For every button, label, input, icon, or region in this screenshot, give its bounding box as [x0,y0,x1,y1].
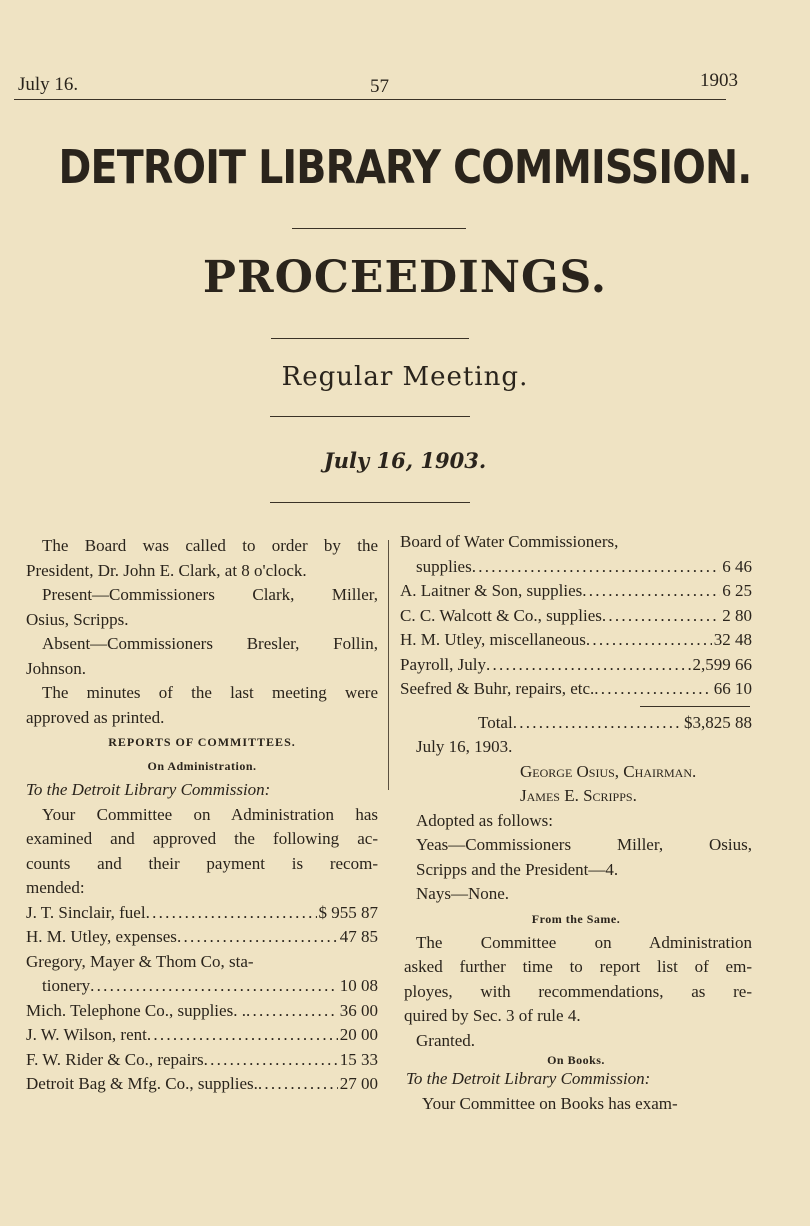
reports-heading: REPORTS OF COMMITTEES. [108,735,296,749]
text-line: approved as printed. [26,707,165,727]
page-title: DETROIT LIBRARY COMMISSION. [58,140,752,194]
text-line: Osius, Scripps. [26,609,129,629]
account-amount: 2 80 [722,605,752,625]
leader-dots [472,555,721,580]
salutation: To the Detroit Library Commission: [406,1069,651,1088]
column-divider [388,540,389,790]
report-date: July 16, 1903. [416,737,513,756]
account-amount: 32 48 [713,630,752,649]
leader-dots [258,1072,338,1097]
account-label: J. T. Sinclair, fuel [26,902,146,922]
account-amount: 36 00 [339,1000,378,1020]
signature-member: James E. Scripps. [520,786,637,805]
account-row [400,628,752,653]
right-column [400,530,752,1116]
account-label: Seefred & Buhr, repairs, etc. [400,679,595,698]
leader-dots [582,579,720,604]
account-amount: 2,599 66 [692,654,752,674]
text-line: Adopted as follows: [416,810,553,830]
leader-dots [486,653,691,678]
text-line: counts and their payment is recom- [26,853,378,873]
account-label: A. Laitner & Son, supplies [400,581,583,600]
meeting-rule [270,416,470,417]
text-line: asked further time to report list of em- [404,957,752,976]
account-amount [254,950,256,975]
date-rule [270,502,470,503]
total-row [400,711,752,736]
leader-dots [594,677,711,702]
leader-dots [586,628,712,653]
text-line: Board of Water Commissioners, [400,532,619,551]
account-label: F. W. Rider & Co., repairs [26,1049,204,1069]
text-line: quired by Sec. 3 of rule 4. [404,1006,581,1025]
text-line: Nays—None. [416,884,510,903]
account-row [400,555,752,580]
same-heading: From the Same. [531,911,621,926]
account-row [26,925,378,950]
title-rule [292,228,466,229]
leader-dots [513,711,682,736]
account-row [26,901,378,926]
account-label: Mich. Telephone Co., supplies. . [26,1000,246,1020]
account-amount: 10 08 [339,976,378,995]
leader-dots [146,901,317,926]
total-label: Total [478,712,513,732]
text-line: ployes, with recommendations, as re- [404,981,752,1001]
account-amount: 47 85 [339,927,378,946]
text-line: Your Committee on Administration has [42,804,378,824]
text-line: Granted. [416,1030,476,1050]
salutation: To the Detroit Library Commission: [26,780,271,799]
account-amount: 20 00 [339,1025,378,1044]
account-row [26,974,378,999]
header-left: July 16. [18,74,79,95]
account-row [400,653,752,678]
account-row [26,950,378,975]
account-amount: 6 46 [722,556,752,576]
account-row [400,579,752,604]
leader-dots [602,604,720,629]
leader-dots [90,974,338,999]
account-row [26,999,378,1024]
text-line: Johnson. [26,658,86,678]
total-rule [640,706,750,707]
account-amount: $ 955 87 [318,902,378,922]
account-row [26,1048,378,1073]
account-row [400,677,752,702]
leader-dots [177,925,338,950]
meeting-date: July 16, 1903. [323,448,487,473]
page-number: 57 [370,76,389,97]
leader-dots [246,999,338,1024]
account-label: H. M. Utley, expenses [26,927,177,946]
left-column [26,534,378,1097]
text-line: mended: [26,878,85,897]
text-line: President, Dr. John E. Clark, at 8 o'clock. [26,560,307,580]
text-line: Scripps and the President—4. [416,859,619,879]
text-line: Present—Commissioners Clark, Miller, [42,585,378,604]
text-line: examined and approved the following ac- [26,829,378,848]
account-row [400,604,752,629]
text-line: Your Committee on Books has exam- [422,1093,678,1113]
text-line: Yeas—Commissioners Miller, Osius, [416,835,752,854]
account-amount: 15 33 [339,1049,378,1069]
proceedings-heading: PROCEEDINGS. [202,252,608,303]
account-label: Detroit Bag & Mfg. Co., supplies. [26,1074,258,1093]
header-rule [14,99,726,100]
account-amount: 27 00 [339,1074,378,1093]
books-heading: On Books. [547,1053,605,1067]
subtitle-rule [271,338,469,339]
text-line: The Board was called to order by the [42,536,378,555]
account-row [26,1072,378,1097]
leader-dots [147,1023,338,1048]
administration-heading: On Administration. [147,759,257,773]
account-label: J. W. Wilson, rent [26,1025,147,1044]
header-year: 1903 [700,70,738,91]
account-amount: 66 10 [713,679,752,698]
account-label: C. C. Walcott & Co., supplies [400,605,602,625]
text-line: The Committee on Administration [416,932,752,952]
account-label: tionery [42,976,91,995]
account-label: H. M. Utley, miscellaneous [400,630,586,649]
account-row [26,1023,378,1048]
text-line: The minutes of the last meeting were [42,683,378,702]
account-label: supplies [416,556,472,576]
total-amount: $3,825 88 [684,712,752,732]
account-amount: 6 25 [722,581,752,600]
signature-chairman: George Osius, Chairman. [520,761,697,781]
account-label: Payroll, July [400,654,486,674]
meeting-heading: Regular Meeting. [281,362,529,392]
text-line: Absent—Commissioners Bresler, Follin, [42,634,378,653]
account-label: Gregory, Mayer & Thom Co, sta- [26,951,254,971]
leader-dots [204,1048,338,1073]
